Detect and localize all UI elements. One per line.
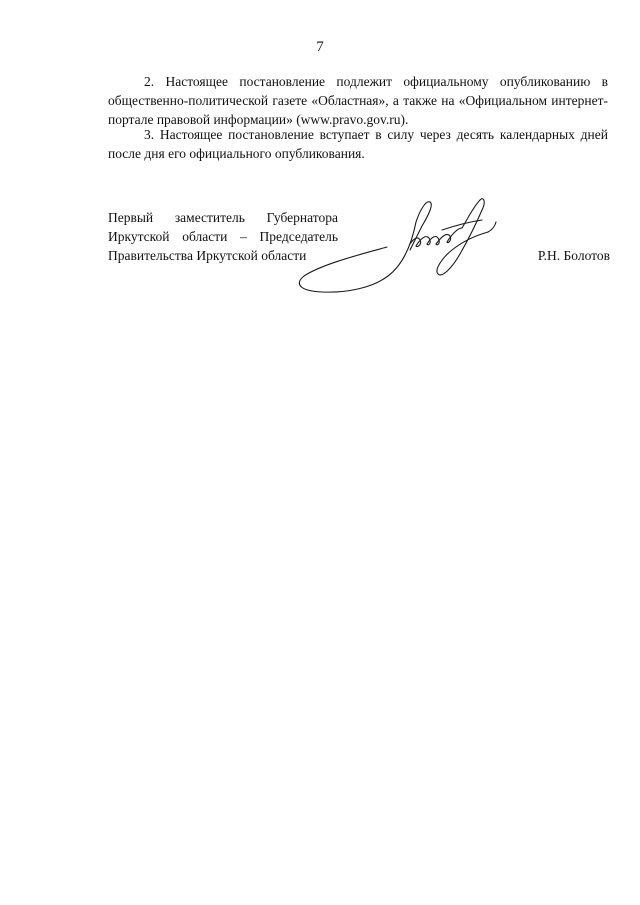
paragraph-publication-text: 2. Настоящее постановление подлежит официальному опубликованию в общественно-политической газете «Областная», а также на «Официальном интернет-портале правовой информации» (www.pravo.gov.ru). [108, 74, 608, 127]
signatory-position-line-3: Правительства Иркутской области [108, 248, 307, 263]
paragraph-effective-date [108, 125, 608, 163]
signatory-position-line-2: Иркутской области – Председатель [108, 229, 338, 244]
handwritten-signature-icon [292, 192, 502, 302]
paragraph-effective-date-text: 3. Настоящее постановление вступает в силу через десять календарных дней после дня его официального опубликования. [108, 127, 608, 161]
paragraph-publication [108, 72, 608, 129]
signer-name: Р.Н. Болотов [537, 248, 610, 263]
signatory-position-line-1: Первый заместитель Губернатора [108, 210, 338, 225]
page-number: 7 [316, 39, 324, 55]
